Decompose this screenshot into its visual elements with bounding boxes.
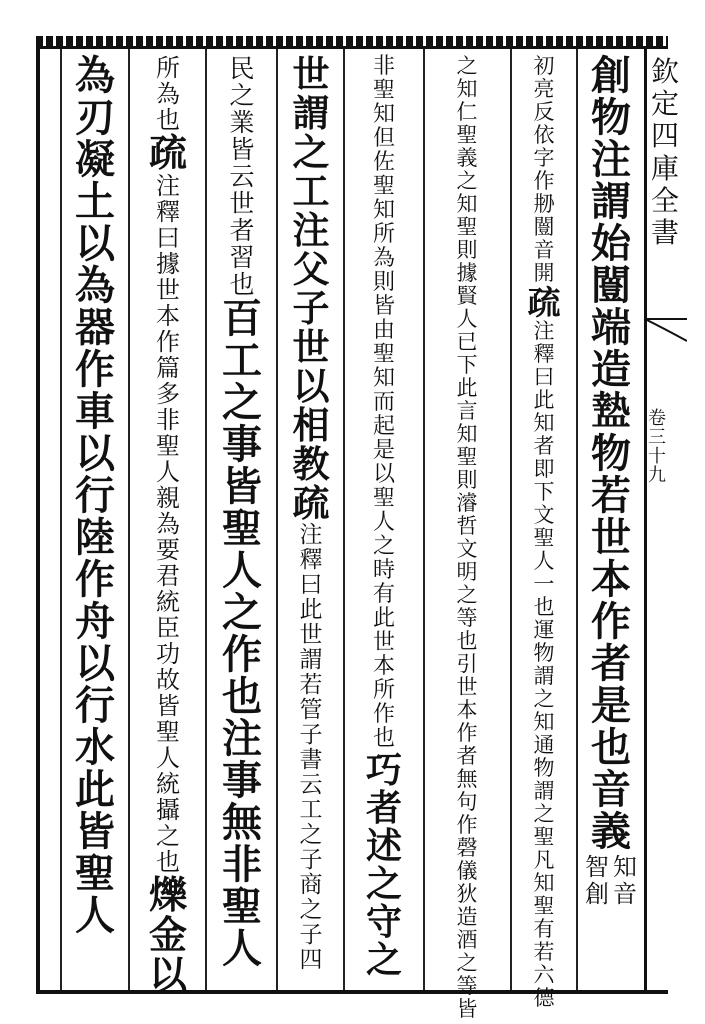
commentary-char: 書 [299, 747, 323, 773]
commentary-char: 知 [456, 422, 478, 446]
main-text-char: 之 [365, 939, 402, 981]
main-text-char: 是 [591, 682, 631, 729]
frame-top-line [36, 46, 668, 49]
commentary-char: 也 [456, 629, 478, 653]
commentary-char: 哲 [456, 514, 478, 538]
main-text-char: 也 [222, 673, 262, 720]
column-rule [576, 49, 578, 990]
main-text-char: 謂 [292, 91, 330, 135]
main-text-char: 人 [222, 547, 262, 594]
main-text-char: 舟 [75, 598, 115, 645]
commentary-char: 非 [156, 406, 180, 434]
main-text-char: 若 [591, 472, 631, 519]
main-text-char: 作 [222, 631, 262, 678]
commentary-char: 所 [156, 54, 180, 82]
main-text-char: 刃 [75, 94, 115, 141]
commentary-char: 非 [372, 54, 395, 79]
main-text-char: 守 [365, 901, 402, 943]
commentary-char: 世 [456, 675, 478, 699]
text-column-8 [64, 52, 126, 986]
commentary-char: 聖 [456, 123, 478, 147]
main-text-char: 以 [75, 220, 115, 267]
commentary-char: 聖 [372, 78, 395, 103]
annotation-split [585, 854, 637, 908]
commentary-char: 有 [372, 582, 395, 607]
commentary-char: 所 [372, 678, 395, 703]
main-text-char: 教 [292, 442, 330, 486]
commentary-char: 本 [156, 302, 180, 330]
commentary-char: 之 [456, 169, 478, 193]
margin-title-char: 欽 [651, 55, 680, 88]
commentary-char: 之 [299, 897, 323, 923]
commentary-char: 以 [372, 462, 395, 487]
main-text-char: 事 [222, 757, 262, 804]
main-text-char: 述 [365, 825, 402, 867]
main-text-char: 本 [591, 556, 631, 603]
commentary-char: 義 [456, 146, 478, 170]
main-text-char: 始 [591, 220, 631, 267]
commentary-char: 人 [533, 549, 555, 573]
commentary-char: 之 [456, 583, 478, 607]
commentary-char: 言 [456, 399, 478, 423]
commentary-char: 引 [456, 652, 478, 676]
main-text-char: 聖 [75, 850, 115, 897]
commentary-char: 人 [456, 307, 478, 331]
commentary-char: 狄 [456, 882, 478, 906]
commentary-char: 物 [533, 756, 555, 780]
annotation-subcolumn [585, 854, 609, 908]
margin-title-char: 書 [651, 215, 680, 249]
commentary-char: 但 [372, 126, 395, 151]
frame-bottom-line [36, 990, 668, 994]
main-text-char: 世 [591, 514, 631, 561]
main-text-char: 行 [75, 682, 115, 729]
commentary-char: 聖 [533, 825, 555, 849]
commentary-char: 開 [533, 261, 555, 285]
commentary-char: 曰 [156, 224, 180, 252]
commentary-char: 為 [372, 246, 395, 271]
commentary-char: 君 [156, 562, 180, 590]
main-text-char: 器 [75, 304, 115, 351]
commentary-char: 聖 [533, 894, 555, 918]
main-text-char: 皆 [222, 463, 262, 510]
text-column-1 [580, 52, 642, 986]
main-text-char: 也 [591, 724, 631, 771]
main-text-char: 之 [222, 379, 262, 426]
commentary-char: 由 [372, 318, 395, 343]
commentary-char: 世 [156, 276, 180, 304]
commentary-char: 依 [533, 123, 555, 147]
commentary-char: 世 [229, 189, 255, 218]
commentary-char: 則 [456, 238, 478, 262]
commentary-char: 磬 [456, 836, 478, 860]
commentary-char: 則 [372, 270, 395, 295]
commentary-char: 臣 [156, 614, 180, 642]
commentary-char: 子 [299, 722, 323, 748]
main-text-char: 陸 [75, 514, 115, 561]
main-text-char: 皆 [75, 808, 115, 855]
commentary-char: 之 [229, 81, 255, 110]
commentary-char: 注 [156, 172, 180, 200]
commentary-char: 而 [372, 390, 395, 415]
commentary-char: 據 [156, 250, 180, 278]
margin-book-title [651, 56, 679, 249]
commentary-char: 故 [156, 666, 180, 694]
text-column-5 [280, 52, 342, 986]
commentary-char: 功 [156, 640, 180, 668]
commentary-char: 之 [533, 687, 555, 711]
commentary-char: 聖 [372, 174, 395, 199]
commentary-char: 反 [533, 100, 555, 124]
commentary-char: 謂 [533, 664, 555, 688]
text-column-4 [347, 56, 421, 986]
main-text-char: 以 [148, 952, 187, 997]
margin-title-char: 全 [651, 183, 680, 217]
main-text-char: 子 [292, 286, 330, 330]
main-text-char: 闓 [591, 262, 631, 309]
commentary-char: 知 [533, 411, 555, 435]
commentary-char: 知 [372, 198, 395, 223]
column-rule [510, 49, 512, 990]
commentary-char: 賢 [456, 284, 478, 308]
commentary-char: 為 [156, 510, 180, 538]
main-text-char: 水 [75, 724, 115, 771]
main-text-char: 此 [75, 766, 115, 813]
main-text-char: 以 [75, 430, 115, 477]
commentary-char: 六 [533, 963, 555, 987]
commentary-char: 皆 [229, 135, 255, 164]
main-text-char: 疏 [148, 130, 187, 175]
commentary-char: 也 [156, 106, 180, 134]
commentary-char: 無 [456, 767, 478, 791]
commentary-char: 本 [456, 698, 478, 722]
commentary-char: 皆 [156, 692, 180, 720]
commentary-char: 民 [229, 54, 255, 83]
annotation-char: 知 [613, 853, 637, 881]
main-text-char: 凝 [75, 136, 115, 183]
commentary-char: 知 [533, 871, 555, 895]
commentary-char: 仁 [456, 100, 478, 124]
commentary-char: 商 [299, 872, 323, 898]
commentary-char: 也 [372, 726, 395, 751]
commentary-char: 初 [533, 54, 555, 78]
commentary-char: 聖 [533, 526, 555, 550]
commentary-char: 四 [299, 947, 323, 973]
text-column-7 [132, 54, 204, 997]
commentary-char: 世 [372, 630, 395, 655]
margin-volume-char: 十 [648, 445, 666, 467]
commentary-char: 統 [156, 770, 180, 798]
commentary-char: 酒 [456, 928, 478, 952]
margin-title-char: 定 [651, 87, 680, 121]
commentary-char: 工 [299, 797, 323, 823]
commentary-char: 之 [456, 54, 478, 78]
main-text-char: 為 [75, 262, 115, 309]
commentary-char: 闓 [533, 215, 555, 239]
commentary-char: 若 [533, 940, 555, 964]
commentary-char: 音 [533, 238, 555, 262]
main-text-char: 注 [222, 715, 262, 762]
margin-volume-number [648, 410, 666, 486]
commentary-char: 聖 [156, 718, 180, 746]
commentary-char: 等 [456, 974, 478, 998]
column-rule [423, 49, 425, 990]
main-text-char: 義 [591, 808, 631, 855]
column-rule [128, 49, 130, 990]
main-text-char: 者 [365, 787, 402, 829]
commentary-char: 知 [456, 77, 478, 101]
commentary-char: 聖 [156, 432, 180, 460]
main-text-char: 注 [292, 208, 330, 252]
commentary-char: 下 [533, 480, 555, 504]
main-text-char: 創 [591, 52, 631, 99]
commentary-char: 造 [456, 905, 478, 929]
margin-title-char: 四 [651, 119, 680, 153]
main-text-char: 注 [591, 136, 631, 183]
commentary-char: 則 [456, 468, 478, 492]
main-text-char: 物 [591, 94, 631, 141]
commentary-char: 所 [372, 222, 395, 247]
commentary-char: 者 [229, 216, 255, 245]
main-text-char: 相 [292, 403, 330, 447]
commentary-char: 皆 [456, 997, 478, 1021]
column-rule [343, 49, 345, 990]
commentary-char: 此 [299, 597, 323, 623]
commentary-char: 也 [533, 595, 555, 619]
main-text-char: 非 [222, 841, 262, 888]
commentary-char: 明 [456, 560, 478, 584]
commentary-char: 作 [533, 169, 555, 193]
commentary-char: 文 [533, 503, 555, 527]
commentary-char: 之 [456, 951, 478, 975]
commentary-char: 注 [299, 522, 323, 548]
commentary-char: 也 [229, 270, 255, 299]
commentary-char: 業 [229, 108, 255, 137]
commentary-char: 多 [156, 380, 180, 408]
commentary-char: 即 [533, 457, 555, 481]
frame-top-border [36, 36, 668, 46]
column-rule [205, 49, 207, 990]
commentary-char: 之 [299, 822, 323, 848]
commentary-char: 聖 [456, 445, 478, 469]
commentary-char: 子 [299, 922, 323, 948]
commentary-char: 儀 [456, 859, 478, 883]
commentary-char: 刱 [533, 192, 555, 216]
commentary-char: 通 [533, 733, 555, 757]
commentary-char: 已 [456, 330, 478, 354]
commentary-char: 作 [156, 328, 180, 356]
main-text-char: 物 [591, 430, 631, 477]
main-text-char: 之 [222, 589, 262, 636]
commentary-char: 知 [372, 366, 395, 391]
commentary-char: 人 [156, 458, 180, 486]
commentary-char: 也 [156, 848, 180, 876]
commentary-char: 注 [533, 319, 555, 343]
margin-title-char: 庫 [651, 151, 680, 185]
commentary-char: 此 [533, 388, 555, 412]
main-text-char: 作 [75, 346, 115, 393]
commentary-char: 此 [456, 376, 478, 400]
main-text-char: 者 [591, 640, 631, 687]
commentary-char: 釋 [299, 547, 323, 573]
commentary-char: 若 [299, 672, 323, 698]
commentary-char: 知 [456, 192, 478, 216]
fish-tail-mark [645, 315, 687, 345]
main-text-char: 工 [222, 337, 262, 384]
main-text-char: 爍 [148, 872, 187, 917]
commentary-char: 之 [156, 822, 180, 850]
commentary-char: 曰 [299, 572, 323, 598]
annotation-char: 創 [585, 879, 609, 908]
commentary-char: 句 [456, 790, 478, 814]
commentary-char: 人 [156, 744, 180, 772]
commentary-char: 物 [533, 641, 555, 665]
commentary-char: 篇 [156, 354, 180, 382]
main-text-char: 音 [591, 766, 631, 813]
commentary-char: 曰 [533, 365, 555, 389]
column-rule [60, 49, 62, 990]
commentary-char: 下 [456, 353, 478, 377]
commentary-char: 亮 [533, 77, 555, 101]
commentary-char: 凡 [533, 848, 555, 872]
commentary-char: 者 [456, 744, 478, 768]
main-text-char: 謂 [591, 178, 631, 225]
commentary-char: 起 [372, 414, 395, 439]
main-text-char: 疏 [527, 283, 561, 322]
commentary-char: 皆 [372, 294, 395, 319]
main-text-char: 作 [75, 556, 115, 603]
commentary-char: 此 [372, 606, 395, 631]
commentary-char: 謂 [299, 647, 323, 673]
commentary-char: 佐 [372, 150, 395, 175]
main-text-char: 以 [75, 640, 115, 687]
commentary-char: 云 [229, 162, 255, 191]
commentary-char: 文 [456, 537, 478, 561]
commentary-char: 釋 [156, 198, 180, 226]
main-text-char: 之 [292, 130, 330, 174]
main-text-char: 之 [365, 863, 402, 905]
commentary-char: 據 [456, 261, 478, 285]
main-text-char: 端 [591, 304, 631, 351]
main-text-char: 工 [292, 169, 330, 213]
commentary-char: 聖 [456, 215, 478, 239]
main-text-char: 巧 [365, 749, 402, 791]
main-text-char: 事 [222, 421, 262, 468]
commentary-char: 運 [533, 618, 555, 642]
main-text-char: 聖 [222, 505, 262, 552]
main-text-char: 聖 [222, 883, 262, 930]
commentary-char: 字 [533, 146, 555, 170]
commentary-char: 人 [372, 510, 395, 535]
main-text-char: 疏 [292, 481, 330, 525]
commentary-char: 濬 [456, 491, 478, 515]
margin-volume-char: 卷 [648, 408, 666, 429]
main-text-char: 作 [591, 598, 631, 645]
main-text-char: 造 [591, 346, 631, 393]
commentary-char: 統 [156, 588, 180, 616]
commentary-char: 親 [156, 484, 180, 512]
annotation-char: 音 [613, 879, 637, 908]
main-text-char: 金 [148, 912, 187, 957]
main-text-char: 車 [75, 388, 115, 435]
commentary-char: 云 [299, 772, 323, 798]
commentary-char: 世 [299, 622, 323, 648]
commentary-char: 者 [533, 434, 555, 458]
margin-volume-char: 三 [648, 426, 666, 448]
text-column-2 [514, 54, 574, 1010]
commentary-char: 時 [372, 558, 395, 583]
commentary-char: 為 [156, 80, 180, 108]
margin-volume-char: 九 [648, 464, 666, 486]
main-text-char: 世 [292, 52, 330, 96]
commentary-char: 要 [156, 536, 180, 564]
commentary-char: 德 [533, 986, 555, 1010]
commentary-char: 一 [533, 572, 555, 596]
text-column-6 [209, 56, 275, 986]
commentary-char: 是 [372, 438, 395, 463]
main-text-char: 人 [222, 925, 262, 972]
main-text-char: 百 [222, 295, 262, 342]
commentary-char: 管 [299, 697, 323, 723]
commentary-char: 知 [533, 710, 555, 734]
main-text-char: 𥂕 [591, 388, 631, 435]
commentary-char: 作 [456, 813, 478, 837]
commentary-char: 子 [299, 847, 323, 873]
commentary-char: 之 [533, 802, 555, 826]
commentary-char: 釋 [533, 342, 555, 366]
commentary-char: 聖 [372, 342, 395, 367]
main-text-char: 土 [75, 178, 115, 225]
commentary-char: 之 [372, 534, 395, 559]
annotation-char: 智 [585, 853, 609, 881]
main-text-char: 父 [292, 247, 330, 291]
main-text-char: 無 [222, 799, 262, 846]
main-text-char: 為 [75, 52, 115, 99]
commentary-char: 聖 [372, 486, 395, 511]
text-column-3 [427, 54, 507, 1021]
main-text-char: 行 [75, 472, 115, 519]
commentary-char: 謂 [533, 779, 555, 803]
commentary-char: 習 [229, 243, 255, 272]
commentary-char: 本 [372, 654, 395, 679]
commentary-char: 作 [372, 702, 395, 727]
main-text-char: 世 [292, 325, 330, 369]
commentary-char: 知 [372, 102, 395, 127]
annotation-subcolumn [613, 854, 637, 908]
commentary-char: 作 [456, 721, 478, 745]
frame-left-line [36, 46, 40, 994]
main-text-char: 以 [292, 364, 330, 408]
main-text-char: 人 [75, 892, 115, 939]
commentary-char: 攝 [156, 796, 180, 824]
column-rule [276, 49, 278, 990]
commentary-char: 有 [533, 917, 555, 941]
commentary-char: 等 [456, 606, 478, 630]
